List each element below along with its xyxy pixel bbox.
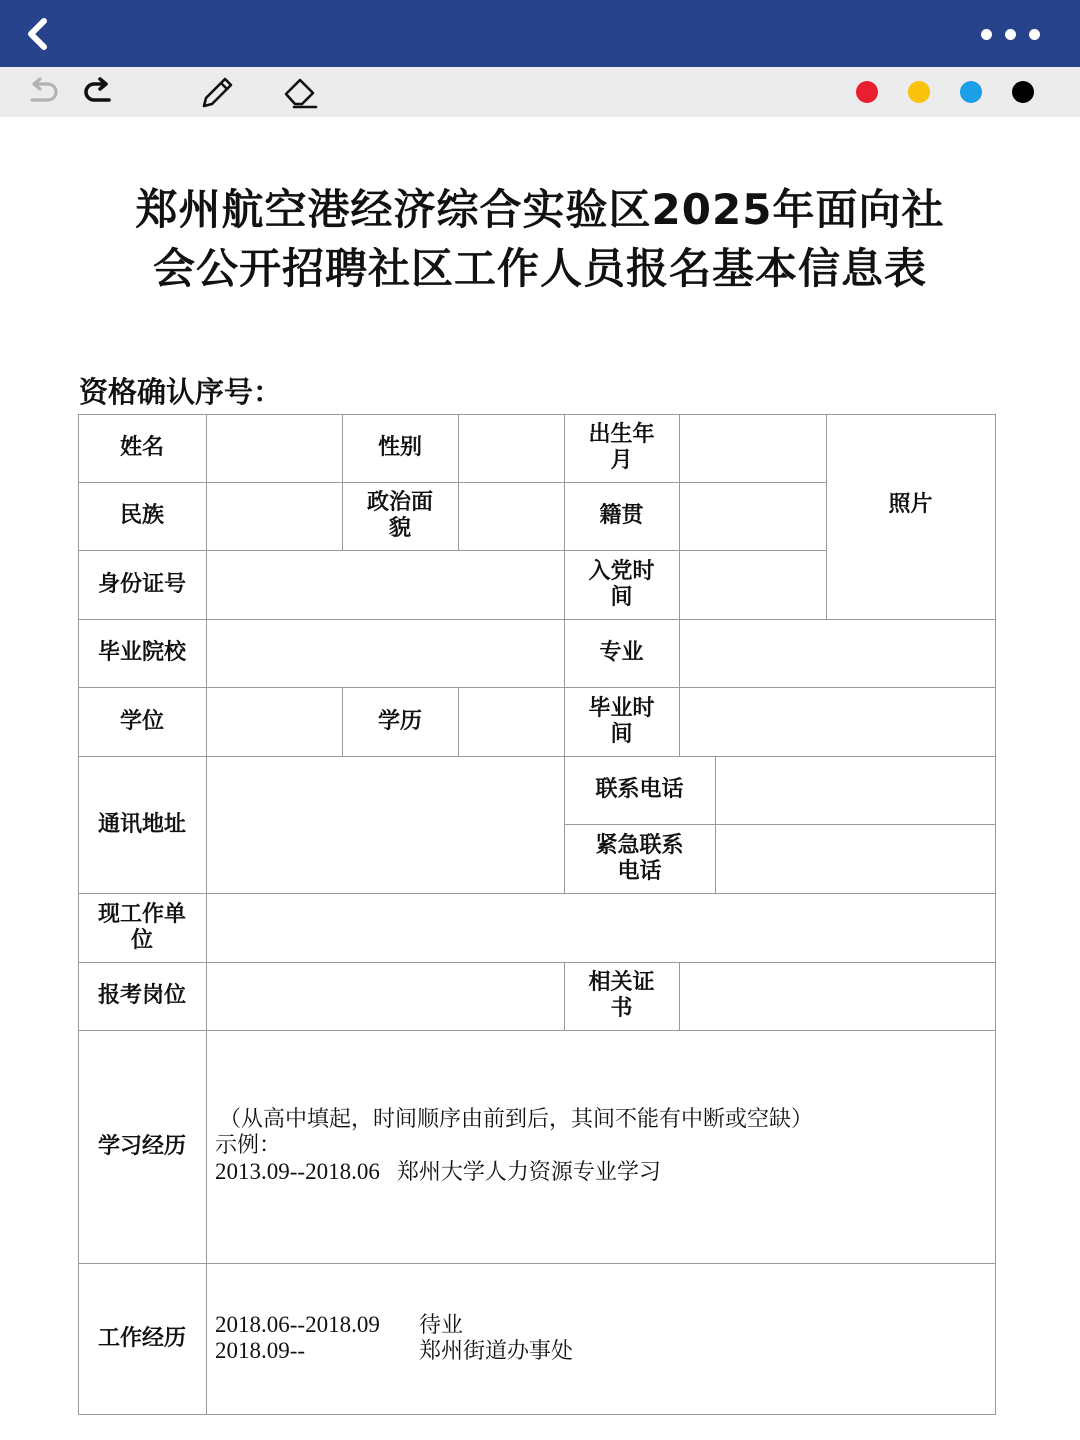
birth-date-field[interactable]	[679, 414, 827, 483]
employer-label-line1: 现工作单	[97, 901, 186, 927]
degree-field[interactable]	[206, 687, 343, 757]
undo-icon	[24, 75, 58, 109]
color-swatch-black[interactable]	[1012, 81, 1034, 103]
work-entry-1-date: 2018.06--2018.09	[215, 1312, 380, 1337]
title-line-1: 郑州航空港经济综合实验区2025年面向社	[135, 185, 945, 234]
title-line-2: 会公开招聘社区工作人员报名基本信息表	[152, 244, 927, 293]
employer-label	[78, 893, 207, 963]
redo-icon	[82, 75, 116, 109]
political-status-label	[342, 482, 459, 551]
phone-label: 联系电话	[564, 756, 716, 825]
more-dot-icon	[1005, 29, 1016, 40]
degree-label: 学位	[78, 687, 207, 757]
party-join-date-label-line2: 间	[610, 584, 633, 610]
address-label: 通讯地址	[78, 756, 207, 894]
redo-button[interactable]	[80, 73, 118, 111]
top-bar	[0, 0, 1080, 67]
more-dot-icon	[1029, 29, 1040, 40]
position-field[interactable]	[206, 962, 565, 1031]
eraser-tool-button[interactable]	[282, 73, 320, 111]
education-field[interactable]	[458, 687, 565, 757]
photo-box[interactable]: 照片	[826, 414, 996, 620]
birth-date-label	[564, 414, 680, 483]
education-label: 学历	[342, 687, 459, 757]
gender-field[interactable]	[458, 414, 565, 483]
party-join-date-label-line1: 入党时	[588, 558, 655, 584]
address-field[interactable]	[206, 756, 565, 894]
birth-date-label-line2: 月	[610, 448, 633, 473]
school-label: 毕业院校	[78, 619, 207, 688]
study-history-content	[215, 1107, 813, 1185]
graduation-date-label-line1: 毕业时	[588, 695, 655, 721]
study-history-label: 学习经历	[78, 1030, 207, 1264]
employer-label-line2: 位	[130, 927, 153, 953]
employer-field[interactable]	[206, 893, 996, 963]
emergency-phone-field[interactable]	[715, 824, 996, 894]
ethnicity-field[interactable]	[206, 482, 343, 551]
study-example-entry	[215, 1159, 813, 1185]
undo-button[interactable]	[22, 73, 60, 111]
color-swatch-yellow[interactable]	[908, 81, 930, 103]
serial-number-label: 资格确认序号：	[79, 375, 283, 409]
registration-form-table	[78, 414, 996, 1415]
work-entry-2	[215, 1338, 573, 1364]
work-history-label: 工作经历	[78, 1263, 207, 1415]
phone-field[interactable]	[715, 756, 996, 825]
pen-tool-button[interactable]	[198, 73, 236, 111]
certificates-label-line1: 相关证	[588, 970, 655, 995]
party-join-date-field[interactable]	[679, 550, 827, 620]
native-place-label: 籍贯	[564, 482, 680, 551]
gender-label: 性别	[342, 414, 459, 483]
emergency-phone-label-line1: 紧急联系	[595, 832, 684, 858]
major-field[interactable]	[679, 619, 996, 688]
color-swatch-red[interactable]	[856, 81, 878, 103]
native-place-field[interactable]	[679, 482, 827, 551]
more-dot-icon	[981, 29, 992, 40]
graduation-date-field[interactable]	[679, 687, 996, 757]
study-example-label: 示例：	[215, 1133, 282, 1158]
back-button[interactable]	[20, 16, 56, 52]
work-entry-2-text: 郑州街道办事处	[419, 1339, 574, 1364]
pencil-icon	[198, 73, 236, 111]
graduation-date-label	[564, 687, 680, 757]
political-status-field[interactable]	[458, 482, 565, 551]
birth-date-label-line1: 出生年	[588, 422, 655, 447]
party-join-date-label	[564, 550, 680, 620]
name-label: 姓名	[78, 414, 207, 483]
certificates-label	[564, 962, 680, 1031]
more-options-button[interactable]	[981, 24, 1040, 44]
chevron-left-icon	[20, 16, 56, 52]
work-entry-2-date: 2018.09--	[215, 1338, 306, 1363]
ethnicity-label: 民族	[78, 482, 207, 551]
eraser-icon	[282, 73, 320, 111]
work-entry-1	[215, 1312, 573, 1338]
name-field[interactable]	[206, 414, 343, 483]
position-label: 报考岗位	[78, 962, 207, 1031]
certificates-field[interactable]	[679, 962, 996, 1031]
graduation-date-label-line2: 间	[610, 721, 633, 747]
work-history-content	[215, 1312, 573, 1364]
certificates-label-line2: 书	[610, 996, 633, 1021]
id-number-field[interactable]	[206, 550, 565, 620]
school-field[interactable]	[206, 619, 565, 688]
major-label: 专业	[564, 619, 680, 688]
study-example-date: 2013.09--2018.06	[215, 1159, 380, 1184]
work-entry-1-text: 待业	[419, 1313, 464, 1338]
political-status-label-line1: 政治面	[366, 490, 433, 515]
study-note: （从高中填起，时间顺序由前到后，其间不能有中断或空缺）	[219, 1107, 814, 1132]
emergency-phone-label-line2: 电话	[617, 858, 662, 884]
color-swatch-blue[interactable]	[960, 81, 982, 103]
document-title	[70, 180, 1010, 298]
emergency-phone-label	[564, 824, 716, 894]
id-number-label: 身份证号	[78, 550, 207, 620]
political-status-label-line2: 貌	[388, 516, 411, 541]
study-example-text: 郑州大学人力资源专业学习	[396, 1160, 661, 1185]
